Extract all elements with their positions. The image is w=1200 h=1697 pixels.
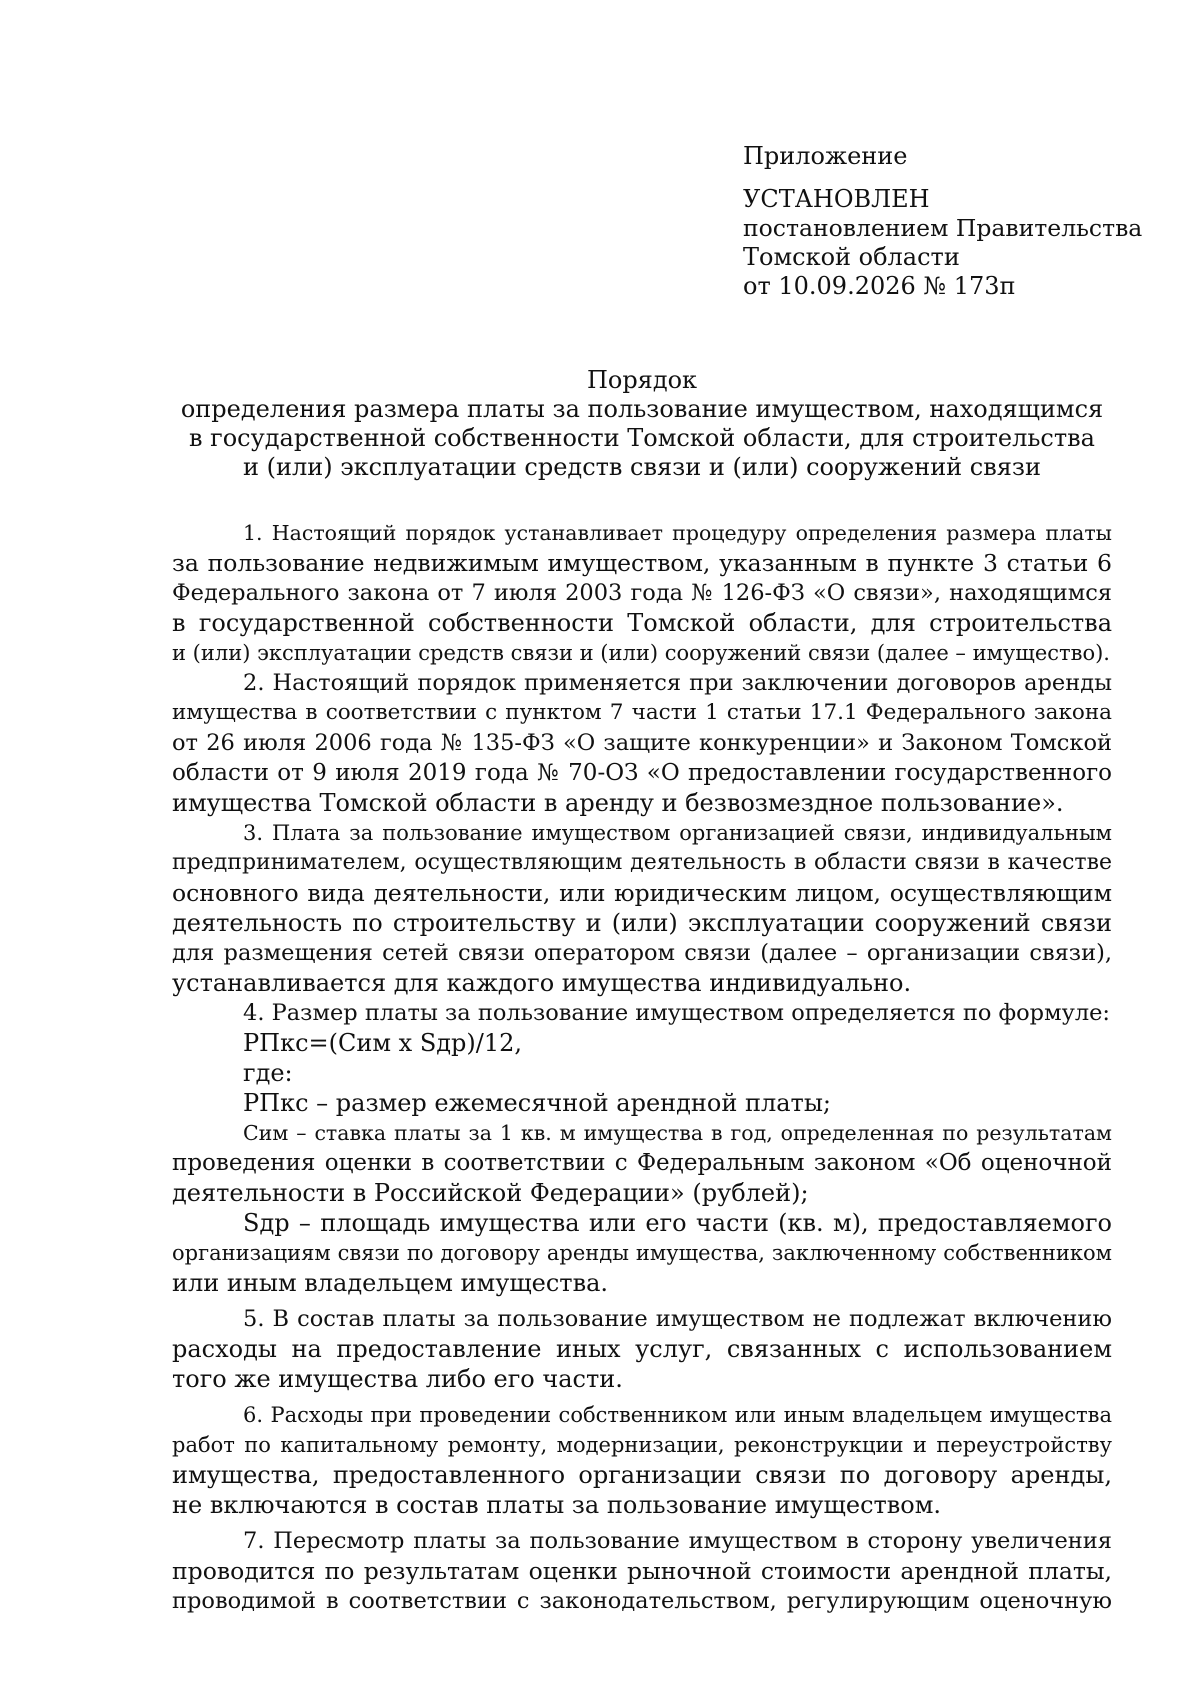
text-line: 5. В состав платы за пользование имуществом не подлежат включению — [243, 1306, 1112, 1332]
formula: РПкс=(Сим х Sдр)/12, — [243, 1029, 523, 1057]
decree-date-number: от 10.09.2026 № 173п — [743, 272, 1016, 300]
paragraph-7 — [172, 1526, 1112, 1616]
title-line: и (или) эксплуатации средств связи и (или) сооружений связи — [243, 453, 1041, 481]
text-line: не включаются в состав платы за пользование имуществом. — [172, 1491, 942, 1519]
text-line: 3. Плата за пользование имуществом организацией связи, индивидуальным — [243, 821, 1112, 845]
text-line: имущества, предоставленного организации связи по договору аренды, — [172, 1461, 1112, 1489]
paragraph-5 — [172, 1304, 1112, 1394]
text-line: деятельности в Российской Федерации» (рублей); — [172, 1179, 809, 1207]
paragraph-1 — [172, 518, 1112, 668]
text-line: работ по капитальному ремонту, модернизации, реконструкции и переустройству — [172, 1433, 1112, 1457]
approval-block — [743, 142, 1143, 301]
definition-sdr — [172, 1208, 1112, 1298]
text-line: устанавливается для каждого имущества индивидуально. — [172, 969, 912, 997]
text-line: 4. Размер платы за пользование имуществом определяется по формуле: — [243, 1000, 1111, 1026]
text-line: области от 9 июля 2019 года № 70-ОЗ «О предоставлении государственного — [172, 760, 1112, 786]
title-line: определения размера платы за пользование имуществом, находящимся — [180, 395, 1104, 423]
text-line: для размещения сетей связи оператором связи (далее – организации связи), — [172, 940, 1112, 966]
text-line: основного вида деятельности, или юридическим лицом, осуществляющим — [172, 879, 1112, 907]
paragraph-6 — [172, 1400, 1112, 1520]
text-line: 7. Пересмотр платы за пользование имуществом в сторону увеличения — [243, 1528, 1112, 1554]
text-line: проводится по результатам оценки рыночной стоимости арендной платы, — [172, 1557, 1112, 1585]
decree-line: Томской области — [743, 243, 960, 271]
text-line: проведения оценки в соответствии с Федеральным законом «Об оценочной — [172, 1150, 1112, 1176]
title-heading: Порядок — [586, 366, 698, 394]
text-line: и (или) эксплуатации средств связи и (или) сооружений связи (далее – имущество). — [172, 641, 1110, 665]
text-line: 2. Настоящий порядок применяется при заключении договоров аренды — [243, 670, 1112, 696]
text-line: имущества Томской области в аренду и безвозмездное пользование». — [172, 789, 1064, 817]
title-line: в государственной собственности Томской области, для строительства — [189, 424, 1095, 452]
text-line: проводимой в соответствии с законодательством, регулирующим оценочную — [172, 1588, 1112, 1614]
document-title — [172, 366, 1112, 482]
text-line: 1. Настоящий порядок устанавливает процедуру определения размера платы — [243, 521, 1112, 545]
established-label: УСТАНОВЛЕН — [743, 185, 930, 213]
paragraph-2 — [172, 668, 1112, 818]
document-body — [172, 518, 1112, 1616]
text-line: от 26 июля 2006 года № 135-ФЗ «О защите конкуренции» и Законом Томской — [172, 730, 1112, 756]
text-line: в государственной собственности Томской области, для строительства — [172, 609, 1112, 637]
definition-sim — [172, 1118, 1112, 1208]
where-label: где: — [243, 1059, 293, 1087]
text-line: Сим – ставка платы за 1 кв. м имущества в год, определенная по результатам — [243, 1121, 1112, 1145]
text-line: Федерального закона от 7 июля 2003 года № 126-ФЗ «О связи», находящимся — [172, 580, 1112, 606]
paragraph-4 — [172, 998, 1112, 1118]
text-line: 6. Расходы при проведении собственником или иным владельцем имущества — [243, 1403, 1112, 1427]
definition-rpks: РПкс – размер ежемесячной арендной платы; — [243, 1089, 832, 1117]
annex-label: Приложение — [743, 142, 908, 170]
paragraph-3 — [172, 818, 1112, 998]
text-line: того же имущества либо его части. — [172, 1365, 623, 1393]
text-line: организациям связи по договору аренды имущества, заключенному собственником — [172, 1241, 1112, 1265]
text-line: Sдр – площадь имущества или его части (кв. м), предоставляемого — [243, 1209, 1112, 1237]
text-line: предпринимателем, осуществляющим деятельность в области связи в качестве — [172, 850, 1112, 875]
text-line: за пользование недвижимым имуществом, указанным в пункте 3 статьи 6 — [172, 549, 1112, 577]
text-line: имущества в соответствии с пунктом 7 части 1 статьи 17.1 Федерального закона — [172, 700, 1112, 725]
text-line: или иным владельцем имущества. — [172, 1269, 609, 1297]
text-line: деятельность по строительству и (или) эксплуатации сооружений связи — [172, 909, 1112, 937]
text-line: расходы на предоставление иных услуг, связанных с использованием — [172, 1335, 1112, 1363]
decree-line: постановлением Правительства — [743, 214, 1143, 242]
